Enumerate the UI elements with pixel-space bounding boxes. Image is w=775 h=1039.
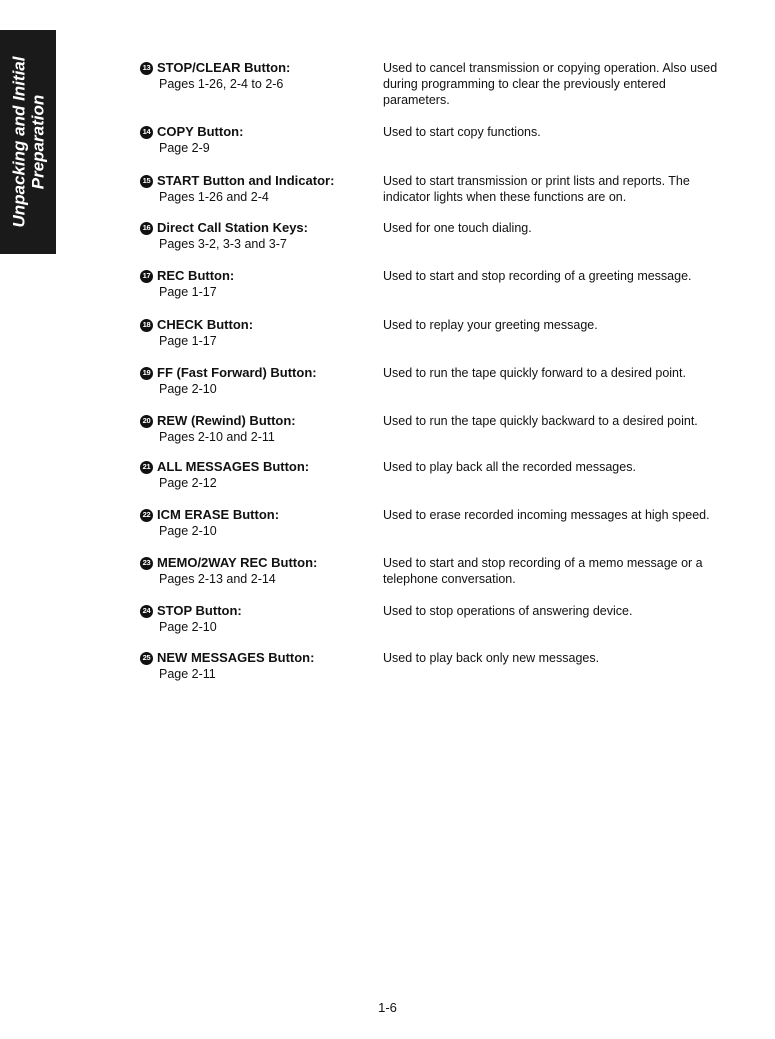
item-description: Used to start and stop recording of a greeting message. bbox=[383, 269, 692, 283]
item-title: STOP/CLEAR Button: bbox=[157, 60, 291, 75]
page-number: 1-6 bbox=[378, 1000, 397, 1015]
item-description: Used to erase recorded incoming messages at high speed. bbox=[383, 508, 710, 522]
item-number-badge: 14 bbox=[140, 126, 153, 139]
item-description: Used to cancel transmission or copying operation. Also used during programming to clear the previously entered parameters. bbox=[383, 61, 718, 107]
side-tab-line-1: Unpacking and Initial bbox=[9, 56, 28, 228]
item-description: Used to start copy functions. bbox=[383, 125, 541, 139]
item-title: COPY Button: bbox=[157, 124, 244, 139]
item-description: Used to play back all the recorded messages. bbox=[383, 460, 636, 474]
item-page-reference: Pages 1-26 and 2-4 bbox=[159, 190, 269, 204]
item-page-reference: Page 2-12 bbox=[159, 476, 217, 490]
item-number-badge: 19 bbox=[140, 367, 153, 380]
item-description: Used to run the tape quickly forward to a desired point. bbox=[383, 366, 686, 380]
item-page-reference: Page 2-10 bbox=[159, 620, 217, 634]
item-page-reference: Page 2-9 bbox=[159, 141, 210, 155]
side-tab-line-2: Preparation bbox=[28, 94, 47, 190]
item-title: ICM ERASE Button: bbox=[157, 507, 280, 522]
item-page-reference: Page 1-17 bbox=[159, 334, 217, 348]
item-title: STOP Button: bbox=[157, 603, 242, 618]
item-number-badge: 24 bbox=[140, 605, 153, 618]
item-number-badge: 22 bbox=[140, 509, 153, 522]
item-description: Used for one touch dialing. bbox=[383, 221, 532, 235]
item-page-reference: Pages 1-26, 2-4 to 2-6 bbox=[159, 77, 284, 91]
item-number-badge: 16 bbox=[140, 222, 153, 235]
item-number-badge: 18 bbox=[140, 319, 153, 332]
item-description: Used to start transmission or print lists and reports. The indicator lights when these functions are on. bbox=[383, 174, 690, 204]
item-title: Direct Call Station Keys: bbox=[157, 220, 308, 235]
item-title: CHECK Button: bbox=[157, 317, 254, 332]
item-number-badge: 13 bbox=[140, 62, 153, 75]
item-number-badge: 21 bbox=[140, 461, 153, 474]
item-title: REC Button: bbox=[157, 268, 235, 283]
item-title: NEW MESSAGES Button: bbox=[157, 650, 315, 665]
item-page-reference: Pages 2-10 and 2-11 bbox=[159, 430, 275, 444]
item-page-reference: Pages 2-13 and 2-14 bbox=[159, 572, 276, 586]
item-title: ALL MESSAGES Button: bbox=[157, 459, 310, 474]
item-number-badge: 20 bbox=[140, 415, 153, 428]
item-page-reference: Page 2-10 bbox=[159, 382, 217, 396]
item-title: FF (Fast Forward) Button: bbox=[157, 365, 317, 380]
item-description: Used to run the tape quickly backward to a desired point. bbox=[383, 414, 698, 428]
item-page-reference: Page 2-10 bbox=[159, 524, 217, 538]
item-page-reference: Page 2-11 bbox=[159, 667, 216, 681]
item-description: Used to replay your greeting message. bbox=[383, 318, 598, 332]
item-description: Used to stop operations of answering device. bbox=[383, 604, 633, 618]
item-description: Used to play back only new messages. bbox=[383, 651, 600, 665]
item-title: START Button and Indicator: bbox=[157, 173, 335, 188]
item-number-badge: 25 bbox=[140, 652, 153, 665]
item-number-badge: 23 bbox=[140, 557, 153, 570]
item-page-reference: Pages 3-2, 3-3 and 3-7 bbox=[159, 237, 287, 251]
item-number-badge: 15 bbox=[140, 175, 153, 188]
item-title: REW (Rewind) Button: bbox=[157, 413, 296, 428]
item-page-reference: Page 1-17 bbox=[159, 285, 217, 299]
item-title: MEMO/2WAY REC Button: bbox=[157, 555, 318, 570]
item-number-badge: 17 bbox=[140, 270, 153, 283]
item-description: Used to start and stop recording of a memo message or a telephone conversation. bbox=[383, 556, 703, 586]
